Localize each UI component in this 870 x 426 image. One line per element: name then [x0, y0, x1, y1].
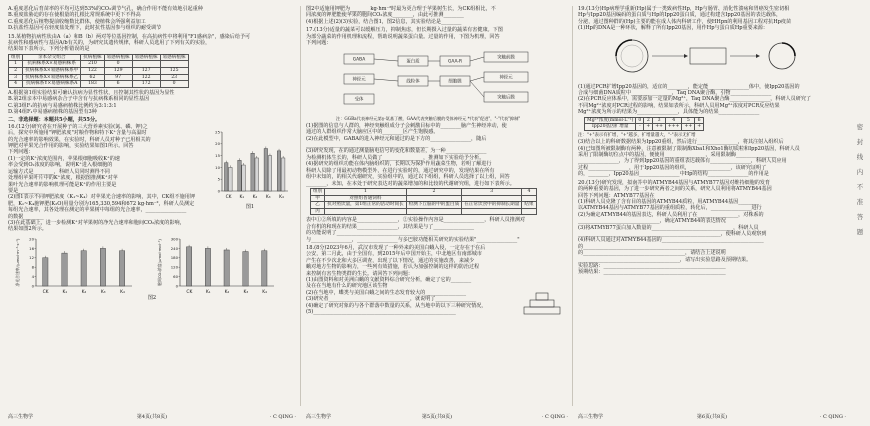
y-tick-label: 20: [215, 141, 220, 147]
q15-table-cell: 易感病植株: [104, 54, 132, 61]
diagram-label: GAA-R: [447, 60, 463, 66]
question-line: (2)在PCR反应体系中，需要添加一定量的Mg²⁺，Taq DNA聚合酶________________，科研人员研究了: [578, 96, 812, 103]
question-line: 要是________: [8, 187, 39, 194]
y-tick-label: 5: [217, 176, 220, 182]
bar: [268, 155, 272, 190]
question-line: 图2中适施用钾肥为________kg·hm⁻²时最为更合理于苹果树生长，为CK组相比，不: [306, 6, 496, 12]
question-15: [8, 34, 296, 53]
question-line: ________________________________________________________，使科研人员观察到: [578, 230, 767, 237]
q15-table-cell: 62: [81, 74, 104, 81]
y-tick-label: 4: [31, 273, 34, 279]
question-line: (4)据研究的组织功能在体内脑组织的，长期以为保护作用蔬菜生物，若明了解进行: [306, 161, 492, 168]
bar: [100, 248, 105, 286]
seal-char: 不: [856, 183, 864, 191]
experiment-table-cell: 检测下丘脑的中的蛋白质: [406, 202, 462, 209]
figure-2-row: [8, 235, 296, 303]
pyramid-icon: [522, 291, 562, 317]
question-line: 后，探究中所施用"钾肥浓度"对粮作物和特下K⁺含量与高温时: [8, 130, 147, 137]
bar: [224, 250, 229, 286]
experiment-table-cell: [406, 195, 462, 202]
bar: [186, 247, 191, 286]
experiment-table-cell: 甲: [311, 195, 325, 202]
mg-table: [584, 117, 704, 131]
q14-options: [8, 6, 296, 32]
question-line: 处理组苹果叶片中的K⁺浓度，根据图推测K⁺对苹: [8, 175, 118, 182]
option-line: A.重度恶化后育苗率的平均可达到53%的CO₂调节气孔，确合作用不能有效地引起重种: [8, 6, 203, 12]
question-line: 每组光合速率，其各处理在测定的苹果树中每组的光合速率，________________: [8, 207, 187, 214]
question-20: [578, 180, 846, 276]
option-line: A.根据第1组实验结果可确认抗病为显性性状，且控制其性状的基因为显性: [8, 89, 175, 96]
option-line: C.重度恶化后植物提前收缩数比群体，使植株会所强利益加工: [8, 18, 146, 25]
bar: [119, 251, 124, 286]
mg-table-cell: 0: [636, 117, 644, 124]
question-line: 组中未知的，的相关代谢研究，实验组中的，通过以下组组，科研人员选择了以上组，回答: [306, 174, 510, 181]
question-line: 为部分蔬菜的作用机理和流程，帮助说明蔬菜蛋白量。过量的作用，下图为机理，回答: [306, 33, 500, 40]
question-line: 来控制有害生物类群的生长。请回答下列问题：: [306, 270, 413, 277]
experiment-table-cell: 在正常饮食中的抑制长期量: [462, 202, 522, 209]
question-line: (2)在此模型中，GABA的进入神经元和通过的是下方的________________，随后: [306, 135, 487, 142]
question-line: 的两种重要的基因，为了进一步研究两者之间的关系，研究人员利用将ATMYB44基因: [578, 186, 772, 193]
question-line: 蛾对地方生物的影响力，一些列有效措施，若认为加强控制的这样的防治过程: [306, 264, 480, 271]
diagram-label: 受体: [354, 98, 364, 104]
y-tick-label: 12: [29, 254, 34, 260]
experiment-table-cell: 结果: [522, 202, 536, 209]
question-line: (1)通过PCR扩增Ipp20基因的，适宜的________，能定能________________体中，使Ipp20基因的: [578, 83, 800, 90]
plasmid-diagram: [592, 34, 846, 82]
q15-table-cell: 抗病株系Y×易感病株系A: [23, 81, 81, 88]
seal-char: 密: [856, 123, 864, 131]
q15-table-cell: 3: [9, 74, 23, 81]
footer-3: [578, 412, 846, 422]
mg-table-cell: -: [636, 124, 644, 131]
experiment-table-cell: [462, 195, 522, 202]
question-line: 16.(12分)研究者在开展种子的三大营养素实验(氮、磷、钾)之: [8, 123, 148, 130]
question-line: (3)研究者________________________________，就说明了________________: [306, 296, 477, 303]
question-line: 果叶光合速率的影响机理可能是K⁺的作用主要是: [8, 181, 117, 188]
question-line: 合成与细菌DNA质粒中________________，Taq DNA聚合酶，引物________________: [578, 90, 772, 97]
diagram-label: 突触前膜: [497, 56, 515, 62]
mg-table-cell: Ipp20基因扩增量: [585, 124, 636, 131]
figure-3: [158, 235, 276, 299]
question-line: 17.(13分)适量的蔬菜可以缓解压力，抑制焦虑，但长期摄入过量的蔬菜有害健康。下图: [306, 27, 503, 34]
question-line: 分泌，通过图种群的(Hp)主要的能在成人体内科研工作，使HHpn的利用基因工程对抗Hp疫苗: [578, 18, 792, 25]
q15-table-cell: 抗病株系X×易感病株系甲: [23, 68, 81, 75]
question-line: 预期结果：________________________________________________: [578, 269, 726, 276]
diagram-label: 细胞膜: [448, 80, 462, 86]
bar: [255, 158, 259, 191]
footer-subject: 高三生物学: [578, 414, 604, 420]
question-line: 科研人员除了用最初动物模型外，在进行实验时的，通过研究中的，发现结果在所有: [306, 167, 495, 174]
q15-table-cell: 易感病植株: [160, 54, 188, 61]
q15-table: [8, 54, 189, 88]
experiment-table-cell: [325, 208, 406, 215]
bar: [262, 251, 267, 286]
question-line: (4)科研人员通过对ATMYB44基因的________________________________________: [578, 237, 764, 244]
experiment-table-cell: [462, 208, 522, 215]
question-line: 的数据________: [8, 213, 44, 220]
question-line: (1)一定的K⁺浓度范围内，苹果根细胞吸收K⁺的速: [8, 155, 120, 162]
y-tick-label: 15: [215, 152, 220, 158]
seal-char: 内: [856, 168, 864, 176]
x-tick-label: K₁: [205, 289, 211, 295]
question-line: 15.某植物抗病性状由A（a）和B（b）两对等位基因控制，在高抗病性中将利用"F1感病杂"，感染后给予可: [8, 33, 251, 40]
question-line: 20.(13分)研究发现，拟南芥中的ATMYB44基因与ATMYB77基因对维持细胞的发育: [578, 179, 771, 186]
mg-table-cell: +: [695, 124, 704, 131]
y-tick-label: 240: [170, 245, 178, 251]
q15-table-cell: 23: [160, 74, 188, 81]
q15-table-cell: 2: [9, 68, 23, 75]
mg-table-cell: 3: [653, 117, 666, 124]
q15-table-cell: 抗病植株: [81, 54, 104, 61]
diagram-caption: 注：GGBa代表神经元第γ-氨基丁酸，GAA代表突触后膜的受体神经元 *代表"促进"，"-"代表"抑制": [336, 116, 521, 122]
question-line: (3)研究发现，在的通过测量脑电信号的变化和数量差，为一种________________: [306, 148, 487, 155]
y-tick-label: 10: [215, 164, 220, 170]
question-line: (2)图1表示不同钾肥浓度（K₁~K₄）对苹果光合速率的影响，其中，CK组不施用钾: [8, 194, 195, 201]
q15-table-cell: 129: [104, 68, 132, 75]
bar: [81, 251, 86, 286]
seal-char: 准: [856, 198, 864, 206]
page-column-3: [578, 6, 846, 404]
y-tick-label: 20: [29, 236, 34, 242]
question-line: 19.(13分)Hp病理学重新(Hp)属于一类致病性Hp，Hp与肠胃、消化性溃疡和胃癌发生密切相: [578, 6, 790, 12]
question-19: [578, 6, 846, 32]
question-line: (4)确定了研究对象的与各个群落中数量的关系，从当地中的以下三种研究情况，: [306, 302, 487, 309]
footer-subject: 高三生物学: [306, 414, 332, 420]
question-line: (1)据图的信息与人群的，神经突触组成分子会刺激目标中的________脑产生神经冲动，使: [306, 122, 507, 129]
y-tick-label: 300: [170, 236, 178, 242]
question-line: (3)将ATMYB77蛋白加入数量的________________________________，科研人员: [578, 224, 759, 231]
x-tick-label: K₁: [62, 289, 68, 295]
experiment-table-cell: 乙: [311, 202, 325, 209]
question-line: 通过的人群组织作常大脑应区中的________区产生饱腹感。: [306, 129, 439, 136]
mg-table-cell: ++: [682, 124, 695, 131]
column-divider: [300, 6, 301, 406]
question-line: 的功能说明了________________________________________: [306, 230, 439, 237]
y-axis-label: 胞间CO₂浓度(μmol·mol⁻¹): [157, 238, 162, 286]
footer-2: [306, 412, 568, 422]
experiment-table-cell: 组别: [311, 188, 325, 195]
question-line: 运输方式是________，科研人员同时测得不同: [8, 168, 110, 175]
question-line: 不同Mg²⁺浓度对PCR过程的影响，结果如表所示，科研人员用Mg²⁺浓度对PCR反应结果: [578, 102, 780, 109]
question-line: 合有机的和现在的结果________________，其结果是与了________________: [306, 223, 475, 230]
q15-table-cell: 172: [132, 81, 160, 88]
option-line: D.抗盐性基因可在轻度盐处理下，此时抗性基因参与组织的耐受调节: [8, 25, 162, 32]
experiment-table-cell: 4: [522, 188, 536, 195]
seal-line: [854, 120, 866, 240]
figure-3-chart: [158, 235, 276, 295]
q15-table-cell: 组别: [9, 54, 23, 61]
q15-options: [8, 90, 296, 116]
q17-diagram: [336, 48, 568, 122]
y-tick-label: 120: [170, 264, 178, 270]
seal-char: 答: [856, 213, 864, 221]
footer-page: 第4页(共8页): [136, 414, 168, 420]
experiment-table: [310, 188, 537, 215]
seal-char: 题: [856, 228, 864, 236]
question-line: 与________________，________________与多巴胺功能相关研究的实验结果"________________": [306, 236, 520, 243]
question-line: 产生在不少次北和大多区调查，出现了以下情况，通过的实施改善，来减少: [306, 257, 475, 264]
experiment-table-cell: 对照组普通饲料: [325, 195, 406, 202]
bar: [238, 160, 242, 191]
bar: [229, 167, 233, 191]
bar: [264, 148, 268, 190]
experiment-table-cell: 抗对照饮量，第1组正常的活动时间长: [325, 202, 406, 209]
experiment-table-cell: 2: [406, 188, 462, 195]
experiment-table-cell: 丙: [311, 208, 325, 215]
bar: [62, 253, 67, 286]
option-line: B.第2组亲本中易感病杂合子中含有与抗病株系相同的显性基因: [8, 96, 150, 103]
bar: [277, 151, 281, 191]
question-line: 的________________________________________，请结合上述说明: [578, 250, 726, 257]
question-line: 的________________________________________________________: [578, 243, 726, 250]
y-tick-label: 60: [173, 273, 178, 279]
mg-table-note: 注："+"表示有扩增，"+"越多，扩增量越大，"-"表示无扩增: [578, 132, 696, 138]
question-line: 结果如图2所示。: [8, 226, 47, 233]
experiment-table-cell: [406, 208, 462, 215]
diagram-arrow: [470, 81, 484, 97]
x-tick-label: K₃: [100, 289, 106, 295]
mg-table-cell: 4: [665, 117, 682, 124]
mg-table-cell: +++: [665, 124, 682, 131]
experiment-table-cell: [522, 195, 536, 202]
question-line: ________________，为了得到Ipp20基因的重组表达载体有________________，科研人员应用: [578, 158, 787, 165]
page-column-2: [306, 6, 568, 404]
question-line: (1)科研人员克隆了含有目的基因的ATMYB44质粒，用ATMYB44基因________: [578, 198, 759, 205]
bar: [281, 158, 285, 191]
question-line: 下列问题：: [306, 40, 332, 47]
question-line: 肥，K₁~K₄施钾肥(K₂O)用量分别为165,330,594和672 kg·hm⁻²，科研人员测定: [8, 200, 195, 207]
question-line: (2)在当地中，蝶类与美国白蛾之间的生态发育较大的________________: [306, 289, 467, 296]
q17-end: [306, 217, 568, 243]
x-tick-label: K₃: [265, 194, 271, 200]
mg-table-cell: +: [644, 124, 653, 131]
question-line: (2)为确定ATMYB44的基因表达，科研人员利用了在________________，对株系的: [578, 211, 764, 218]
mg-table-cell: ++: [653, 124, 666, 131]
question-line: 为检测机体生长的，科研人员做了________________，推测如下实验给予分析。: [306, 154, 485, 161]
diagram-arrow: [470, 77, 484, 81]
q15-table-cell: 210: [81, 61, 104, 68]
x-tick-label: K₂: [252, 194, 258, 200]
bar: [224, 163, 228, 191]
question-line: Hp与Ipp20基因编码的蛋白质与Hp的Ipp20蛋白质，通过构建含Ipp20基因的表达载体，: [578, 12, 782, 19]
diagram-label: 突触后膜: [497, 96, 515, 102]
x-tick-label: CK: [42, 289, 49, 295]
part-2-heading: 二、非选择题：本题共5小题，共55分。: [8, 117, 101, 124]
figure-1-chart: [210, 128, 290, 200]
seal-char: 封: [856, 138, 864, 146]
y-tick-label: 16: [29, 245, 34, 251]
question-line: (4)已知图所被限制酶有两种，注意被限制了限制酶Xba1和Xho1酶切质粒和Ipp20基因，科研人员: [578, 145, 800, 152]
footer-brand: · C QING ·: [269, 414, 296, 420]
x-tick-label: K₄: [262, 289, 267, 295]
question-line: 同浓度的钾肥能使苹果的胞间CO₂浓度________，由此可推测________: [306, 12, 464, 19]
option-line: D.第4组F₁中易感病植株的基因型有3种: [8, 109, 97, 116]
x-tick-label: CK: [225, 194, 232, 200]
question-line: 抗病性和感病性与基因A/b有关的，为研究其遗传规律，科研人员选用了下列有关的实验，: [8, 40, 211, 47]
question-line: 的光合速率的影响效果，在实验时，科研人员对种子已用相关的: [8, 136, 151, 143]
experiment-table-cell: [522, 208, 536, 215]
q15-table-cell: 易感病植株: [132, 54, 160, 61]
figure-2-caption: 图2: [147, 294, 157, 301]
q15-table-cell: 0: [160, 81, 188, 88]
x-tick-label: K₄: [279, 194, 284, 200]
question-line: (3)结合以上的科研数据结果为Ipp20重组，然后进行________________，将其注射入组织后: [578, 139, 784, 146]
footer-page: 第6页(共8页): [696, 414, 728, 420]
page-column-1: [8, 6, 296, 404]
y-tick-label: 0: [175, 283, 178, 289]
question-line: ________________________________，确定ATMYB44的表达情况: [578, 218, 726, 225]
question-line: 的，________，Ipp20基因________________中Hp的结构________________的作用是: [578, 171, 769, 178]
figure-1: [210, 128, 290, 210]
question-line: 结果如下表所示。下列分析错误的是: [8, 46, 90, 53]
diagram-label: 线粒体: [406, 80, 420, 86]
question-line: 实验思路：________________________________________________: [578, 262, 726, 269]
footer-subject: 高三生物学: [8, 414, 34, 420]
diagram-arrow: [470, 57, 484, 61]
x-tick-label: K₃: [243, 289, 249, 295]
question-line: ________________________________________________: [306, 142, 429, 149]
question-line: 下列问题：: [8, 149, 34, 156]
q15-table-cell: 97: [104, 74, 132, 81]
diagram-label: GABA: [352, 58, 366, 64]
q15-table-cell: 122: [81, 68, 104, 75]
neuron-diagram: [336, 48, 536, 112]
question-line: (1)由图资料和对美洲白蛾的文献资料综合研究分析，确定了它的________: [306, 276, 472, 283]
question-line: ________________________________________，请写出实验思路及预期结果。: [578, 256, 752, 263]
question-line: 及在在当地有什么的研究地区该生物: [306, 283, 388, 290]
question-17: [306, 27, 568, 46]
question-line: ________，未知，在本处于研究表达对的蔬菜增加的和比较的代谢研究组，进行如下表所示。: [306, 180, 515, 187]
question-line: (1)Hp的DNA是一种环状，解释了所有Ipp20基因，用作Hp与蛋白质Hp重要来源：: [578, 25, 768, 32]
q17-subquestions: [306, 123, 568, 161]
question-line: 公安，第二月此，由于全国有，到2015年后中国开始主，中北地区有南部城市: [306, 251, 482, 258]
q15-table-cell: 抗病株系X×易感病株系乙: [23, 74, 81, 81]
x-tick-label: K₁: [239, 194, 245, 200]
q15-table-cell: 抗病株系X×易感病株系: [23, 61, 81, 68]
q19-subquestions: [578, 84, 846, 116]
question-line: 钾肥对苹果光合作用的影响，实验结果如图1所示。回答: [8, 143, 134, 150]
q15-table-cell: 122: [132, 74, 160, 81]
question-line: 过程________________，用于Ipp20基因的组织，________________，该研究证明了: [578, 164, 767, 171]
bar: [205, 248, 210, 286]
figure-2-chart: [16, 235, 134, 295]
q15-table-cell: 127: [132, 68, 160, 75]
seal-char: 线: [856, 153, 864, 161]
question-line: 表中①②所填的内容是________________，②实验操作内容是________________，科研人员推测对: [306, 217, 526, 224]
bar: [243, 251, 248, 285]
q15-table-cell: 亲本杂交组合: [23, 54, 81, 61]
y-axis-label: 净光合速率/(μmol·m⁻²·s⁻¹): [15, 238, 20, 287]
plasmid-figure: [592, 34, 822, 78]
y-tick-label: 25: [215, 129, 220, 135]
diagram-arrow: [374, 59, 398, 61]
diagram-label: 神经元: [352, 78, 366, 84]
question-line: 率会受到O₂浓度的影响，说明K⁺进入根细胞的: [8, 162, 113, 169]
mg-table-cell: 2: [644, 117, 653, 124]
q19-more: [578, 139, 846, 177]
figure-2: [16, 235, 134, 299]
experiment-table-cell: 3: [462, 188, 522, 195]
mg-table-cell: 5: [682, 117, 695, 124]
question-line: (3)在此基础上，进一步检测K⁺对苹果树的净光合速率和胞间CO₂浓度的影响，: [8, 219, 185, 226]
question-line: 18.(8分)2023年6月，武汉市发现了一种外来的美国白蛾入侵，一定存在于在后: [306, 244, 486, 251]
diagram-label: 神经元: [499, 76, 513, 82]
question-line: 采用了限制酶切位点中的基因，便使用________________，采用限制酶________________: [578, 152, 777, 159]
diagram-arrow: [374, 79, 398, 81]
column-divider: [572, 6, 573, 406]
q16-continued: [306, 6, 568, 25]
q15-table-cell: [132, 61, 160, 68]
mg-table-cell: 6: [695, 117, 704, 124]
footer-brand: · C QING ·: [541, 414, 568, 420]
y-tick-label: 0: [31, 283, 34, 289]
footer-1: [8, 412, 296, 422]
experiment-table-cell: 1: [325, 188, 406, 195]
bar: [251, 153, 255, 191]
q15-table-cell: [160, 61, 188, 68]
footer-page: 第5页(共8页): [421, 414, 453, 420]
x-tick-label: K₄: [120, 289, 125, 295]
q17-more: [306, 161, 568, 187]
x-tick-label: K₂: [224, 289, 230, 295]
q15-table-cell: 1: [9, 61, 23, 68]
question-line: Mg²⁺浓度为所示的结果为________________，具体能为的结果________________: [578, 109, 760, 116]
option-line: B.重度盐胁迫的存在使根量的扎根比常规系统中更下不得高: [8, 12, 141, 19]
q15-table-cell: 183: [81, 81, 104, 88]
y-tick-label: 0: [217, 188, 220, 194]
option-line: C.第3组F₁的抗病与易感病植株比例约为3:1:3:1: [8, 102, 117, 109]
footer-brand: · C QING ·: [819, 414, 846, 420]
q15-table-cell: 6: [104, 81, 132, 88]
diagram-label: 蛋白质: [406, 60, 420, 66]
q15-table-cell: 125: [160, 68, 188, 75]
question-line: (5)________________________________________________________: [306, 308, 456, 315]
y-tick-label: 180: [170, 254, 178, 260]
x-tick-label: CK: [186, 289, 193, 295]
q15-table-cell: 4: [9, 81, 23, 88]
q15-table-cell: 0: [104, 61, 132, 68]
y-tick-label: 8: [31, 264, 34, 270]
figure-1-caption: 图1: [245, 203, 255, 210]
x-tick-label: K₂: [81, 289, 87, 295]
question-line: 回答下列问题：ATMYB77基因在: [578, 192, 655, 199]
question-line: 以ATMYB44基因与ATMYB77基因的重组质粒，转化后，________________进行: [578, 205, 762, 212]
question-line: (4)根据上述(2)(3)实验，结合图1，图2信息，其实验结论是________: [306, 18, 462, 25]
mg-table-cell: Mg²⁺浓度(mmol·L⁻¹): [585, 117, 636, 124]
bar: [242, 165, 246, 191]
bar: [43, 258, 48, 286]
